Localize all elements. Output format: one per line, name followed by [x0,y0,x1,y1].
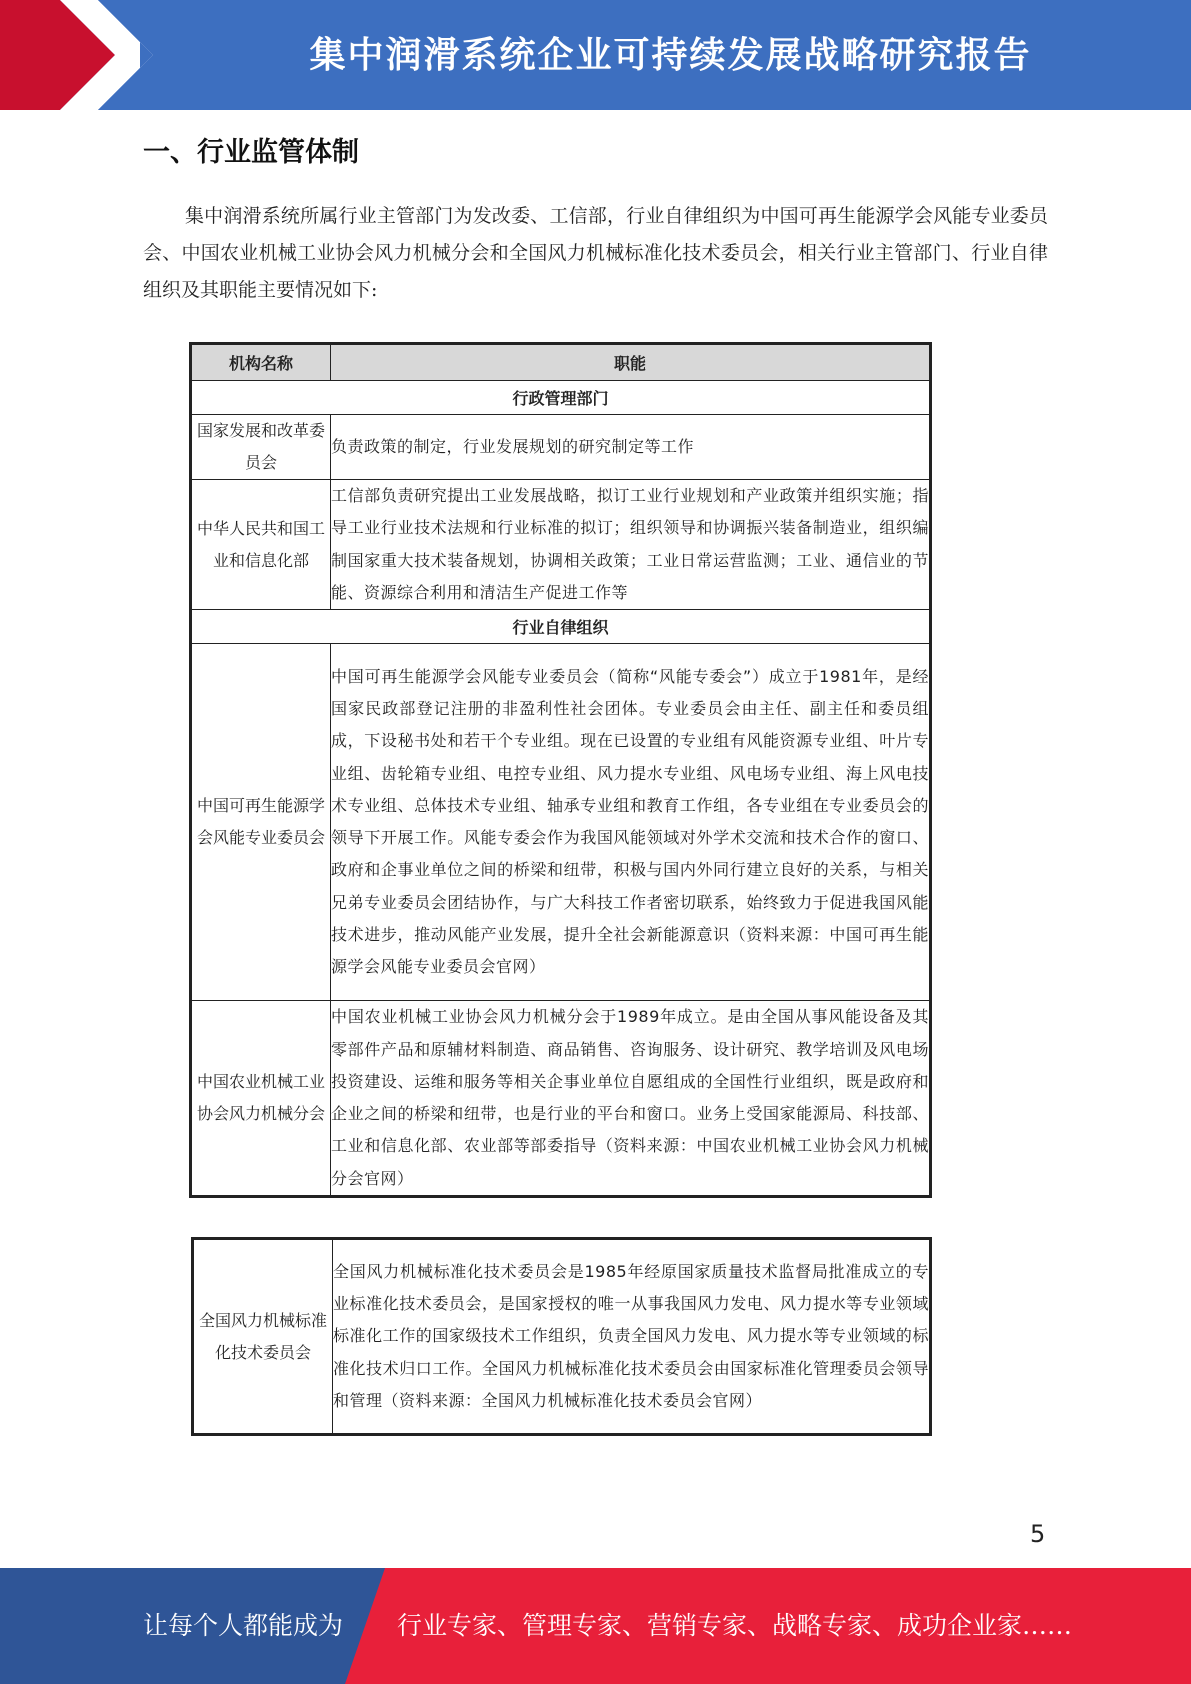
org-function: 全国风力机械标准化技术委员会是1985年经原国家质量技术监督局批准成立的专业标准化技术委员会，是国家授权的唯一从事我国风力发电、风力提水等专业领域标准化工作的国家级技术工作组织，负责全国风力发电、风力提水等专业领域的标准化技术归口工作。全国风力机械标准化技术委员会由国家标准化管理委员会领导和管理（资料来源：全国风力机械标准化技术委员会官网） [333,1239,931,1435]
regulatory-table-continued [191,1237,932,1436]
table-row [191,1001,931,1197]
report-title: 集中润滑系统企业可持续发展战略研究报告 [309,35,1032,76]
table-row [191,415,931,480]
table-row [193,1239,931,1435]
org-name: 全国风力机械标准化技术委员会 [193,1239,333,1435]
org-name: 中国农业机械工业协会风力机械分会 [191,1001,331,1197]
org-function: 中国农业机械工业协会风力机械分会于1989年成立。是由全国从事风能设备及其零部件产品和原辅材料制造、商品销售、咨询服务、设计研究、教学培训及风电场投资建设、运维和服务等相关企事业单位自愿组成的全国性行业组织，既是政府和企业之间的桥梁和纽带，也是行业的平台和窗口。业务上受国家能源局、科技部、工业和信息化部、农业部等部委指导（资料来源：中国农业机械工业协会风力机械分会官网） [331,1001,931,1197]
table-row [191,644,931,1001]
category-row [191,610,931,644]
page-number: 5 [1030,1520,1046,1548]
org-function: 中国可再生能源学会风能专业委员会（简称“风能专委会”）成立于1981年，是经国家民政部登记注册的非盈利性社会团体。专业委员会由主任、副主任和委员组成，下设秘书处和若干个专业组。现在已设置的专业组有风能资源专业组、叶片专业组、齿轮箱专业组、电控专业组、风力提水专业组、风电场专业组、海上风电技术专业组、总体技术专业组、轴承专业组和教育工作组，各专业组在专业委员会的领导下开展工作。风能专委会作为我国风能领域对外学术交流和技术合作的窗口、政府和企事业单位之间的桥梁和纽带，积极与国内外同行建立良好的关系，与相关兄弟专业委员会团结协作，与广大科技工作者密切联系，始终致力于促进我国风能技术进步，推动风能产业发展，提升全社会新能源意识（资料来源：中国可再生能源学会风能专业委员会官网） [331,644,931,1001]
intro-paragraph: 集中润滑系统所属行业主管部门为发改委、工信部，行业自律组织为中国可再生能源学会风能专业委员会、中国农业机械工业协会风力机械分会和全国风力机械标准化技术委员会，相关行业主管部门、行业自律组织及其职能主要情况如下: [143,205,1048,301]
footer-slogan-right: 行业专家、管理专家、营销专家、战略专家、成功企业家…… [397,1611,1073,1640]
org-function: 负责政策的制定，行业发展规划的研究制定等工作 [331,415,931,480]
footer-slogan-left: 让每个人都能成为 [143,1611,344,1640]
footer-banner [0,1568,1191,1684]
category-self-regulatory: 行业自律组织 [191,610,931,644]
org-function: 工信部负责研究提出工业发展战略，拟订工业行业规划和产业政策并组织实施；指导工业行业技术法规和行业标准的拟订；组织领导和协调振兴装备制造业，组织编制国家重大技术装备规划，协调相关政策；工业日常运营监测；工业、通信业的节能、资源综合利用和清洁生产促进工作等 [331,480,931,610]
org-name: 国家发展和改革委员会 [191,415,331,480]
table-row [191,480,931,610]
header-function: 职能 [331,344,931,381]
table-header-row [191,344,931,381]
header-banner [0,0,1191,110]
header-org-name: 机构名称 [191,344,331,381]
category-admin: 行政管理部门 [191,381,931,415]
org-name: 中华人民共和国工业和信息化部 [191,480,331,610]
category-row [191,381,931,415]
regulatory-table [189,342,932,1198]
section-title: 一、行业监管体制 [143,137,359,168]
org-name: 中国可再生能源学会风能专业委员会 [191,644,331,1001]
